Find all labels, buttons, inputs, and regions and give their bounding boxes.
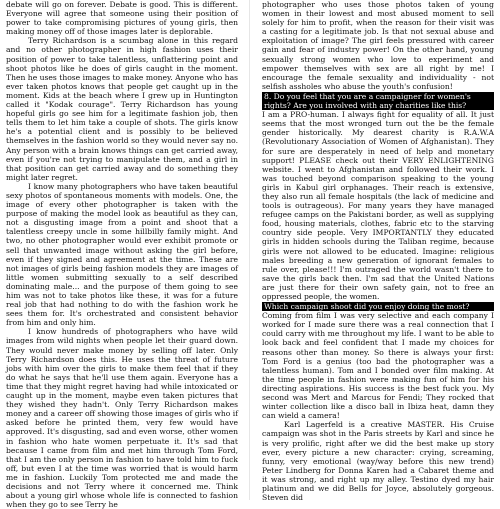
left-column: [6, 0, 238, 509]
right-intro-paragraph: photographer who uses those photos taken of young women in their lowest and most abused moment to sell solely for him to profit, when the reason for their visit was a casting for a legitimate job. Is that not sexual abuse and exploitation of image? The girl feels pressured with career gain and fear of industry power! On the other hand, young sexually strong women who love to experiment and empower themselves with sex are all right by me! I encourage the female sexuality and individuality - not selfish assholes who abuse the youth's confusion!: [262, 0, 494, 91]
question-heading-8: 8. Do you feel that you are a campaigner for women's rights? Are you involved with any charities like this?: [262, 92, 494, 110]
left-paragraph-2: Terry Richardson is a scumbag alone in this regard and no other photographer in high fashion uses their position of power to take talentless, unflattering point and shoot photos like he does of girls caught in the moment. Then he uses those images to make money. Anyone who has ever taken photos knows that people get caught up in the moment. Kids at the beach where I grew up in Huntington called it "Kodak courage". Terry Richardson has young hopeful girls go see him for a legitimate fashion job, then tells them to let him take a couple of shots. The girls know he's a potential client and is possibly to be believed themselves in the fashion world so they would never say no. Any person with a brain knows things can get carried away, even if you're not trying to manipulate them, and a girl in that position can get carried away and do something they might later regret.: [6, 36, 238, 182]
left-paragraph-3: I know many photographers who have taken beautiful sexy photos of spontaneous moments with models. One, the image of every other photographer is taken with the purpose of making the model look as beautiful as they can, not a disgusting image from a point and shoot that a talentless creepy uncle in some hillbilly family might. And two, no other photographer would ever exhibit promote or sell that unwanted image without asking the girl before, even if they signed and agreement at the time. These are not images of girls being fashion models they are images of little women submitting sexually to a self described dominating male... and the purpose of them going to see him was not to take photos like these, it was for a future real job that had nothing to do with the fashion work he sees them for. It's orchestrated and consistent behavior from him and only him.: [6, 181, 238, 328]
left-paragraph-1: debate will go on forever. Debate is good. This is different. Everyone will agree that someone using their position of power to take compromising pictures of young girls, then making money off of those images later is deplorable.: [6, 0, 238, 37]
question-heading-campaign: Which campaign shoot did you enjoy doing the most?: [262, 302, 494, 311]
answer-paragraph-8: I am a PRO-human. I always fight for equality of all. It just seems that the most wronged turn out the be the female gender historically. My dearest charity is R.A.W.A (Revolutionary Association of Women of Afghanistan). They for sure are desperately in need of help and monetary support! PLEASE check out their VERY ENLIGHTENING website. I went to Afghanistan and followed their work. I was touched beyond comparison speaking to the young girls in Kabul girl orphanages. Their reach is extensive, they also run all female hospitals (the lack of medicine and tools is outrageous). For many years they have managed refugee camps on the Pakistani border, as well as supplying food, housing materials, clothes, fabric etc to the starving country side people. Very IMPORTANTLY they educated girls in hidden schools during the Taliban regime, because girls were not allowed to be educated. Imagine: religious males breeding a new generation of ignorant females to rule over, please!!! I'm outraged the world wasn't there to save the girls back then. I'm sad that the United Nations are just there for their own safety gain, not to free an oppressed people, the women.: [262, 110, 494, 301]
answer-paragraph-campaign-continued: Karl Lagerfeld is a creative MASTER. His Cruise campaign was shot in the Paris streets by Karl and since he is very prolific, right after we did the best make up story ever, every picture a new character: crying, screaming, funny, very emotional (way/way before this new trend) Peter Lindberg for Donna Karen had a Cabaret theme and it was strong, and right up my alley. Testino dyed my hair platinum and we did Bells for Joyce, absolutely gorgeous. Steven did: [262, 420, 494, 503]
answer-paragraph-campaign: Coming from film I was very selective and each company I worked for I made sure there was a real connection that I could carry with me throughout my life. I want to be able to look back and feel confident that I made my choices for reasons other than money. So there is always your first: Tom Ford is a genius (too bad the photographer was a talentless human). Tom and I bonded over film making. At the time people in fashion were making fun of him for his directing aspirations. His success is the best fuck you. My second was Mert and Marcus for Fendi; They rocked that winter collection like a disco ball in Ibiza heat, damn they can wield a camera!: [262, 311, 494, 421]
left-paragraph-4: I know hundreds of photographers who have wild images from wild nights when people let their guard down. They would never make money by selling off later. Only Terry Richardson does this. He uses the threat of future jobs with him over the girls to make them feel that if they do what he says that he'll use them again. Everyone has a time that they might regret having had while intoxicated or caught up in the moment, maybe even taken pictures that they wished they hadn't. Only Terry Richardson makes money and a career off showing those images of girls who if asked before he printed them, very few would have approved. It's disgusting, sad and even worse, other women in fashion who hate women perpetuate it. It's sad that because I came from film and met him through Tom Ford, that I am the only person in fashion to have told him to fuck off, but even I at the time was worried that is would harm me in fashion. Luckily Tom protected me and made the decisions and not Terry where it concerned me. Think about a young girl whose whole life is connected to fashion when they go to see Terry he: [6, 327, 238, 509]
right-column: [262, 0, 494, 503]
column-divider: [249, 0, 250, 500]
